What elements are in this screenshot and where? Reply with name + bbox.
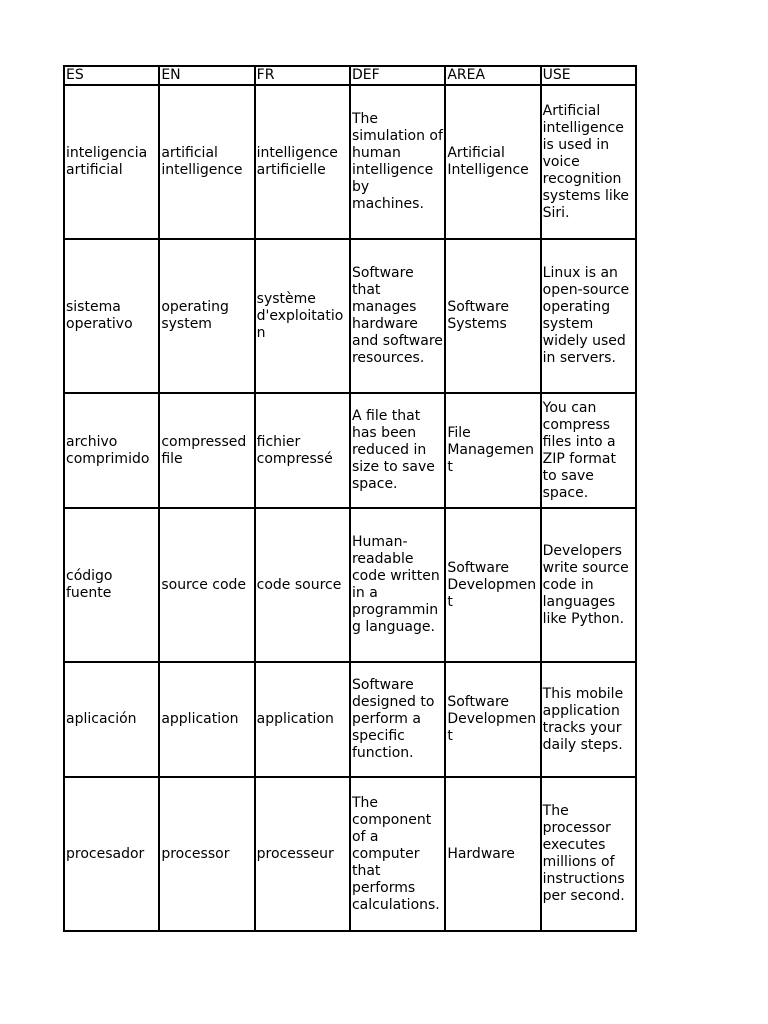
cell-en: processor: [159, 777, 254, 931]
cell-def: The simulation of human intelligence by machines.: [350, 85, 445, 239]
cell-es: código fuente: [64, 508, 159, 662]
cell-fr: code source: [255, 508, 350, 662]
cell-es: sistema operativo: [64, 239, 159, 393]
cell-fr: système d'exploitation: [255, 239, 350, 393]
cell-use: The processor executes millions of instructions per second.: [541, 777, 636, 931]
cell-area: Software Systems: [445, 239, 540, 393]
header-area: AREA: [445, 66, 540, 85]
cell-use: This mobile application tracks your daily steps.: [541, 662, 636, 777]
table-row: [64, 508, 636, 662]
header-def: DEF: [350, 66, 445, 85]
cell-use: Developers write source code in languages like Python.: [541, 508, 636, 662]
cell-use: You can compress files into a ZIP format to save space.: [541, 393, 636, 508]
cell-def: Software that manages hardware and software resources.: [350, 239, 445, 393]
header-fr: FR: [255, 66, 350, 85]
header-es: ES: [64, 66, 159, 85]
cell-en: application: [159, 662, 254, 777]
table-row: [64, 777, 636, 931]
table-row: [64, 662, 636, 777]
cell-def: A file that has been reduced in size to save space.: [350, 393, 445, 508]
table-row: [64, 239, 636, 393]
table-row: [64, 85, 636, 239]
cell-fr: processeur: [255, 777, 350, 931]
cell-es: aplicación: [64, 662, 159, 777]
cell-en: operating system: [159, 239, 254, 393]
cell-es: archivo comprimido: [64, 393, 159, 508]
cell-en: artificial intelligence: [159, 85, 254, 239]
header-row: [64, 66, 636, 85]
cell-en: compressed file: [159, 393, 254, 508]
cell-en: source code: [159, 508, 254, 662]
cell-fr: application: [255, 662, 350, 777]
cell-use: Artificial intelligence is used in voice recognition systems like Siri.: [541, 85, 636, 239]
cell-fr: fichier compressé: [255, 393, 350, 508]
cell-es: inteligencia artificial: [64, 85, 159, 239]
cell-def: Software designed to perform a specific function.: [350, 662, 445, 777]
cell-area: Artificial Intelligence: [445, 85, 540, 239]
header-en: EN: [159, 66, 254, 85]
cell-def: The component of a computer that performs calculations.: [350, 777, 445, 931]
cell-def: Human-readable code written in a programming language.: [350, 508, 445, 662]
table-row: [64, 393, 636, 508]
cell-area: Hardware: [445, 777, 540, 931]
cell-fr: intelligence artificielle: [255, 85, 350, 239]
cell-area: Software Development: [445, 662, 540, 777]
cell-area: Software Development: [445, 508, 540, 662]
cell-use: Linux is an open-source operating system widely used in servers.: [541, 239, 636, 393]
cell-area: File Management: [445, 393, 540, 508]
header-use: USE: [541, 66, 636, 85]
cell-es: procesador: [64, 777, 159, 931]
glossary-table: [63, 65, 637, 932]
